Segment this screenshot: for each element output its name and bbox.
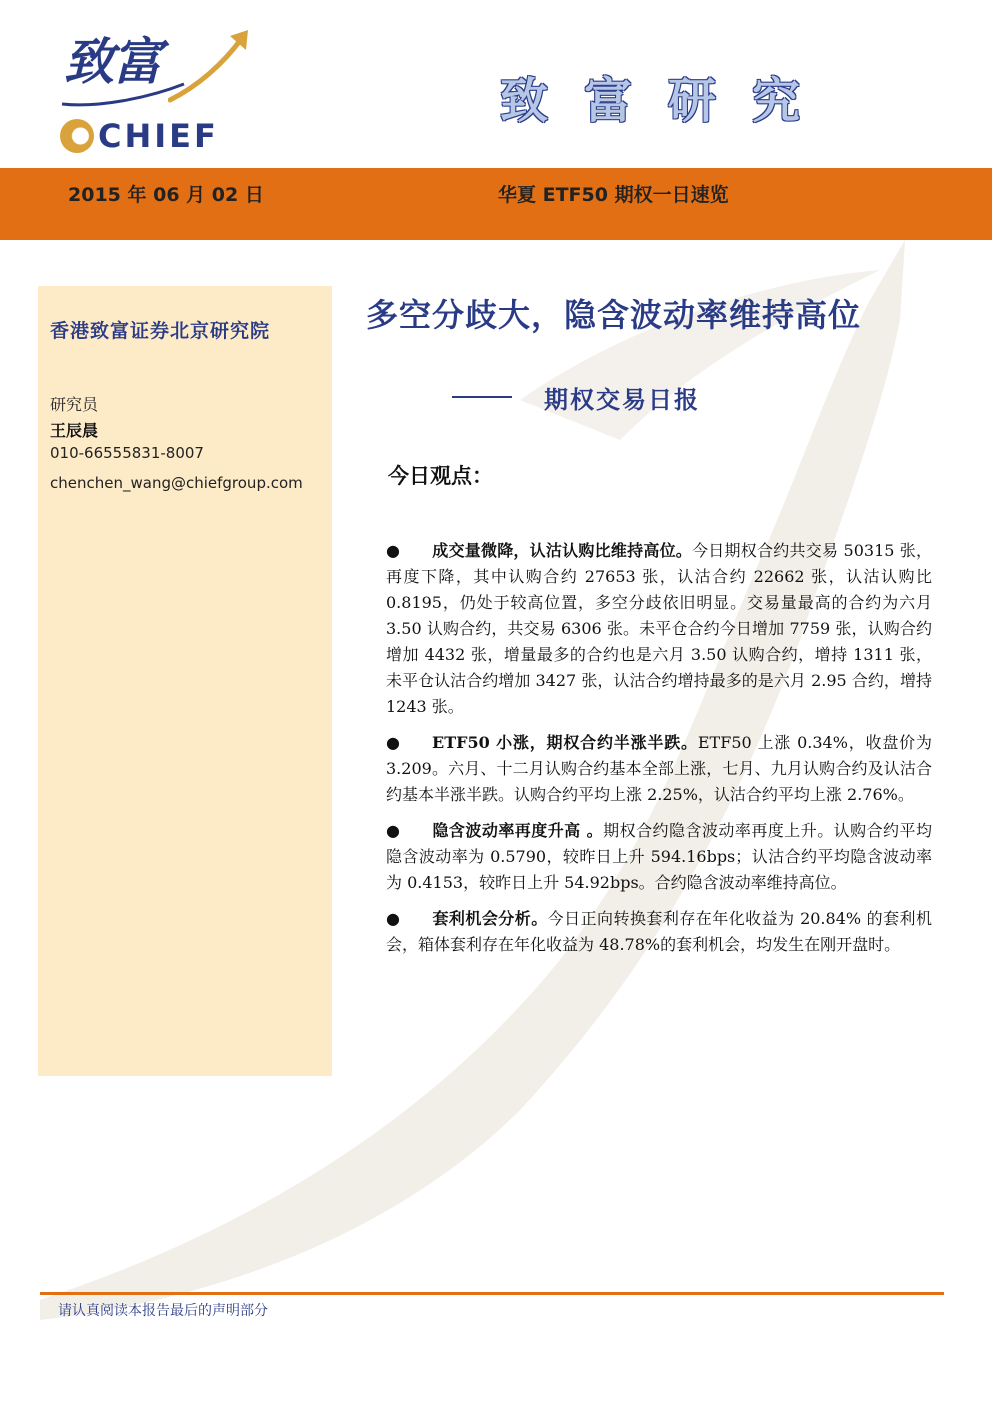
report-name: 华夏 ETF50 期权一日速览 (498, 184, 729, 206)
bullet-icon: ● (386, 541, 400, 560)
key-point (386, 818, 932, 896)
report-subtitle: 期权交易日报 (544, 385, 700, 414)
report-title: 多空分歧大，隐含波动率维持高位 (366, 296, 862, 334)
logo-english-text: CHIEF (98, 117, 219, 155)
footer-disclaimer: 请认真阅读本报告最后的声明部分 (58, 1303, 268, 1319)
point-body: 今日期权合约共交易 50315 张，再度下降，其中认购合约 27653 张，认沽合约 22662 张，认沽认购比 0.8195，仍处于较高位置，多空分歧依旧明显。交易量最高的合约为六月 3.50 认购合约，共交易 6306 张。未平仓合约今日增加 7759 张，认购合约增加 4432 张，增量最多的合约也是六月 3.50 认购合约，增持 1311 张，未平仓认沽合约增加 3427 张，认沽合约增持最多的是六月 2.95 合约，增持 1243 张。 (386, 541, 932, 716)
point-body: 期权合约隐含波动率再度上升。认购合约平均隐含波动率为 0.5790，较昨日上升 594.16bps；认沽合约平均隐含波动率为 0.4153，较昨日上升 54.92bps。合约隐含波动率维持高位。 (386, 821, 932, 892)
bullet-icon: ● (386, 733, 400, 752)
brand-title: 致富研究 (500, 73, 837, 129)
subtitle-dash (452, 396, 512, 398)
key-points (386, 538, 932, 968)
point-body: ETF50 上涨 0.34%，收盘价为 3.209。六月、十二月认购合约基本全部上涨，七月、九月认购合约及认沽合约基本半涨半跌。认购合约平均上涨 2.25%，认沽合约平均上涨 2.76%。 (386, 733, 932, 804)
point-lead: 成交量微降，认沽认购比维持高位。 (432, 541, 693, 560)
analyst-role: 研究员 (50, 395, 99, 414)
logo-circle-icon (60, 119, 94, 153)
analyst-phone: 010-66555831-8007 (50, 444, 204, 462)
footer-divider (40, 1292, 944, 1295)
analyst-email[interactable]: chenchen_wang@chiefgroup.com (50, 474, 303, 492)
logo-swoosh (58, 80, 188, 110)
point-lead: 隐含波动率再度升高 。 (432, 821, 604, 840)
company-logo (58, 18, 258, 158)
analyst-name: 王辰晨 (50, 421, 99, 440)
header-band (0, 168, 992, 240)
analyst-sidebar (38, 286, 332, 1076)
logo-english (60, 116, 219, 156)
bullet-icon: ● (386, 821, 400, 840)
section-heading: 今日观点： (388, 463, 493, 488)
report-date: 2015 年 06 月 02 日 (68, 184, 264, 206)
point-lead: 套利机会分析。 (432, 909, 548, 928)
bullet-icon: ● (386, 909, 400, 928)
point-lead: ETF50 小涨，期权合约半涨半跌。 (432, 733, 698, 752)
key-point (386, 906, 932, 958)
institution-name: 香港致富证券北京研究院 (50, 320, 271, 342)
point-body: 今日正向转换套利存在年化收益为 20.84% 的套利机会，箱体套利存在年化收益为 48.78%的套利机会，均发生在刚开盘时。 (386, 909, 932, 954)
key-point (386, 538, 932, 720)
key-point (386, 730, 932, 808)
logo-chinese-text: 致富 (64, 32, 160, 91)
